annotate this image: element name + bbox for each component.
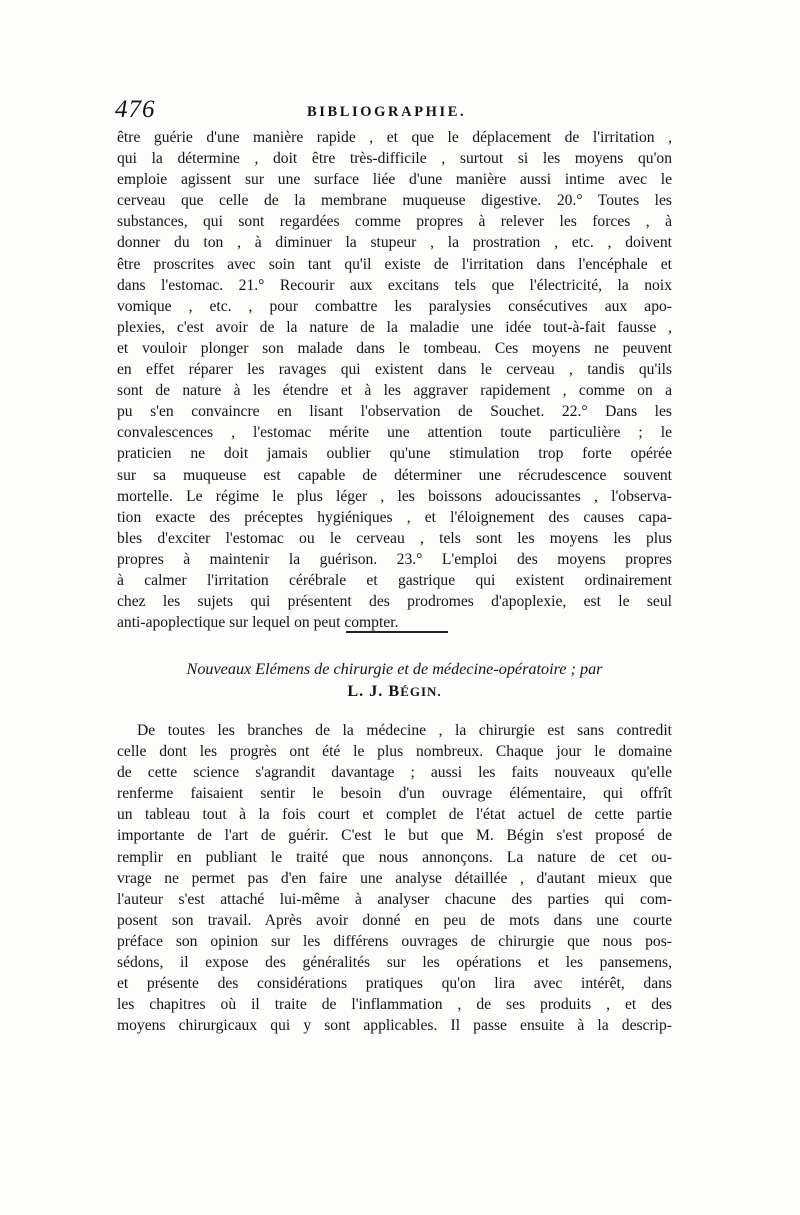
text-line: mortelle. Le régime le plus léger , les boissons adoucissantes , l'observa- xyxy=(117,487,672,505)
text-line: substances, qui sont regardées comme propres à relever les forces , à xyxy=(117,213,672,231)
text-line: emploie agissent sur une surface liée d'une manière aussi intime avec le xyxy=(117,171,672,189)
text-line: être guérie d'une manière rapide , et que le déplacement de l'irritation , xyxy=(117,129,672,146)
text-line: à calmer l'irritation cérébrale et gastrique qui existent ordinairement xyxy=(117,571,672,589)
text-line: et vouloir plonger son malade dans le tombeau. Ces moyens ne peuvent xyxy=(117,339,672,357)
text-line: et présente des considérations pratiques qu'on lira avec intérêt, dans xyxy=(117,975,672,993)
text-line: convalescences , l'estomac mérite une attention toute particulière ; le xyxy=(117,424,672,442)
text-line: de cette science s'agrandit davantage ; aussi les faits nouveaux qu'elle xyxy=(117,764,672,782)
text-line: qui la détermine , doit être très-difficile , surtout si les moyens qu'on xyxy=(117,150,672,168)
text-line: chez les sujets qui présentent des prodromes d'apoplexie, est le seul xyxy=(117,593,672,611)
text-line: moyens chirurgicaux qui y sont applicables. Il passe ensuite à la descrip- xyxy=(117,1017,672,1035)
text-line: De toutes les branches de la médecine , la chirurgie est sans contredit xyxy=(137,722,672,739)
text-line: importante de l'art de guérir. C'est le but que M. Bégin s'est proposé de xyxy=(117,827,672,845)
page-header xyxy=(115,96,670,126)
text-line: sont de nature à les étendre et à les aggraver rapidement , comme on a xyxy=(117,382,672,400)
text-line: renferme faisaient sentir le besoin d'un ouvrage élémentaire, qui offrît xyxy=(117,785,672,803)
text-line: anti-apoplectique sur lequel on peut compter. xyxy=(117,614,399,632)
review-title: Nouveaux Elémens de chirurgie et de médecine-opératoire ; par xyxy=(186,660,603,678)
paragraph-continued xyxy=(117,127,672,633)
review-heading xyxy=(117,658,672,703)
review-paragraph xyxy=(117,720,672,1036)
text-line: pu s'en convaincre en lisant l'observation de Souchet. 22.° Dans les xyxy=(117,403,672,421)
text-line: plexies, c'est avoir de la nature de la maladie une idée tout-à-fait fausse , xyxy=(117,318,672,336)
text-line: les chapitres où il traite de l'inflammation , de ses produits , et des xyxy=(117,996,672,1014)
page-number: 476 xyxy=(115,96,156,123)
author-initials: L. J. B xyxy=(347,682,401,700)
text-line: vomique , etc. , pour combattre les paralysies consécutives aux apo- xyxy=(117,297,672,315)
text-line: préface son opinion sur les différens ouvrages de chirurgie que nous pos- xyxy=(117,932,672,950)
section-divider xyxy=(346,631,448,633)
text-line: sur sa muqueuse est capable de déterminer une récrudescence souvent xyxy=(117,466,672,484)
text-line: en effet réparer les ravages qui existent dans le cerveau , tandis qu'ils xyxy=(117,361,672,379)
text-line: praticien ne doit jamais oublier qu'une stimulation trop forte opérée xyxy=(117,445,672,463)
text-line: tion exacte des préceptes hygiéniques , et l'éloignement des causes capa- xyxy=(117,508,672,526)
text-line: un tableau tout à la fois court et complet de l'état actuel de cette partie xyxy=(117,806,672,824)
text-line: posent son travail. Après avoir donné en peu de mots dans une courte xyxy=(117,911,672,929)
text-line: propres à maintenir la guérison. 23.° L'emploi des moyens propres xyxy=(117,550,672,568)
author-surname-smallcaps: ÉGIN. xyxy=(400,684,442,699)
running-head: BIBLIOGRAPHIE. xyxy=(307,104,467,120)
text-line: cerveau que celle de la membrane muqueuse digestive. 20.° Toutes les xyxy=(117,192,672,210)
text-line: dans l'estomac. 21.° Recourir aux excitans tels que l'électricité, la noix xyxy=(117,276,672,294)
review-author xyxy=(117,680,672,703)
text-line: être proscrites avec soin tant qu'il existe de l'irritation dans l'encéphale et xyxy=(117,255,672,273)
text-line: sédons, il expose des généralités sur les opérations et les pansemens, xyxy=(117,954,672,972)
text-line: vrage ne permet pas d'en faire une analyse détaillée , d'autant mieux que xyxy=(117,869,672,887)
text-line: remplir en publiant le traité que nous annonçons. La nature de cet ou- xyxy=(117,848,672,866)
text-line: donner du ton , à diminuer la stupeur , la prostration , etc. , doivent xyxy=(117,234,672,252)
text-line: l'auteur s'est attaché lui-même à analyser chacune des parties qui com- xyxy=(117,890,672,908)
text-line: celle dont les progrès ont été le plus nombreux. Chaque jour le domaine xyxy=(117,743,672,761)
text-line: bles d'exciter l'estomac ou le cerveau , tels sont les moyens les plus xyxy=(117,529,672,547)
